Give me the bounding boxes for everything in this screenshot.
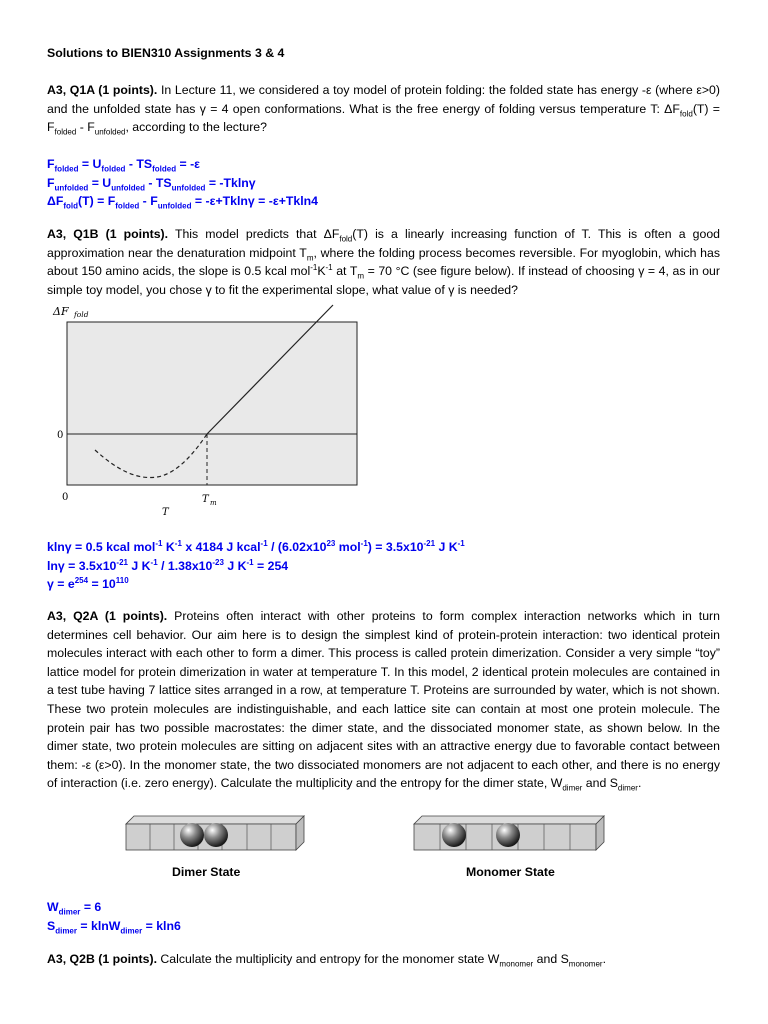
answer-line: $\gamma = e^{254} = 10^{110}$: [47, 576, 129, 592]
answer-line: klnγ = 0.5 kcal mol$^{-1}$ $K^{-1}$ x 4184 J kcal$^{-1}$ / ($6.02x10^{23}$ $mol^{-1}) = 3.5x10^{-21}$ J $K^{-1}$: [47, 538, 465, 554]
figure-plot-area: [67, 322, 357, 485]
question-heading: A3, Q2B (1 points).: [47, 952, 157, 966]
question-a3-q1b: A3, Q1B (1 points). This model predicts that $\Delta F_{fold}(T)$ is a linearly increasing function of T. This is often a good approximation near the denaturation midpoint $T_m$, where the folding process becomes reversible. For myoglobin, which has about 150 amino acids, the slope is 0.5 kcal $mol^{-1}K^{-1}$ at $T_m = 70$ °C (see figure below). If instead of choosing γ = 4, as in our simple toy model, you chose γ to fit the experimental slope, what value of γ is needed?: [47, 227, 721, 297]
question-heading: A3, Q2A (1 points).: [47, 609, 168, 623]
protein-sphere: [204, 823, 228, 847]
figure-tm-label: T: [202, 494, 209, 505]
answer-line: $F_{folded} = U_{folded} - TS_{folded} = -\varepsilon$: [47, 157, 201, 174]
dimer-state-caption: Dimer State: [172, 865, 241, 879]
figure-ylabel: ΔF: [53, 305, 69, 318]
question-text: - F: [76, 120, 95, 135]
answer-line: $W_{dimer} = 6$: [47, 900, 102, 917]
protein-sphere: [180, 823, 204, 847]
figure-ylabel-sub: fold: [74, 310, 89, 319]
question-a3-q2a: A3, Q2A (1 points). Proteins often interact with other proteins to form complex interaction networks which in turn determines cell behavior. Our aim here is to design the simplest kind of protein-protein interaction: two identical protein molecules interact with each other to form a dimer. This process is called protein dimerization. Consider a very simple “toy” lattice model for protein dimerization in water at temperature T. In this model, 2 identical protein molecules are contained in a test tube having 7 lattice sites arranged in a row, at temperature T. Proteins are surrounded by water, which is not shown. These two protein molecules are indistinguishable, and each lattice site can contain at most one protein molecule. The protein pair has two possible macrostates: the dimer state, and the dissociated monomer state, as shown below. In the dimer state, two protein molecules are sitting on adjacent sites with an attractive energy due to favorable contact between them: -ε (ε>0). In the monomer state, the two dissociated monomers are not adjacent to each other, and there is no energy of interaction (i.e. zero energy). Calculate the multiplicity and the entropy for the dimer state, $W_{dimer}$ and $S_{dimer}$.: [47, 609, 720, 793]
subscript: fold: [679, 109, 693, 119]
answer-line: $S_{dimer} = klnW_{dimer} = kln6$: [47, 918, 181, 936]
document-title: Solutions to BIEN310 Assignments 3 & 4: [47, 46, 285, 60]
protein-sphere: [496, 823, 520, 847]
free-energy-figure: [47, 302, 367, 522]
answer-line: $\ln\gamma = 3.5x10^{-21}$ J $K^{-1} / 1.38x10^{-23}$ J $K^{-1} = 254$: [47, 557, 289, 573]
answer-q2a: [47, 898, 720, 935]
answer-q1b: [47, 538, 720, 594]
question-heading: A3, Q1A (1 points).: [47, 83, 158, 97]
question-text: In Lecture 11, we considered a toy model of protein folding: the folded state has energy -ε (where ε>0) and the unfolded state has γ = 4 open conformations. What is the free energy of folding versus temperature T: ΔF: [47, 83, 720, 116]
subscript: unfolded: [94, 127, 126, 137]
question-text: (T) = F: [47, 101, 720, 135]
figure-tm-sub: m: [210, 499, 217, 507]
figure-x0-label: 0: [62, 492, 69, 503]
monomer-lattice-image: [410, 812, 610, 852]
protein-sphere: [442, 823, 466, 847]
question-text: , according to the lecture?: [125, 120, 267, 135]
answer-line: $\Delta F_{fold}(T) = F_{folded} - F_{unfolded} = -\varepsilon+Tkln\gamma = -\varepsilon+Tkln4$: [47, 194, 318, 211]
question-a3-q2b: A3, Q2B (1 points). Calculate the multiplicity and entropy for the monomer state $W_{monomer}$ and $S_{monomer}$.: [47, 952, 606, 969]
monomer-state-caption: Monomer State: [466, 865, 555, 879]
subscript: folded: [54, 127, 77, 137]
figure-xlabel: T: [162, 507, 169, 518]
answer-q1a: [47, 155, 720, 211]
question-a3-q1a: [47, 81, 720, 137]
figure-y0-label: 0: [57, 430, 64, 441]
answer-line: $F_{unfolded} = U_{unfolded} - TS_{unfolded} = -Tkln\gamma$: [47, 175, 256, 193]
dimer-lattice-image: [120, 812, 310, 852]
question-heading: A3, Q1B (1 points).: [47, 227, 169, 241]
